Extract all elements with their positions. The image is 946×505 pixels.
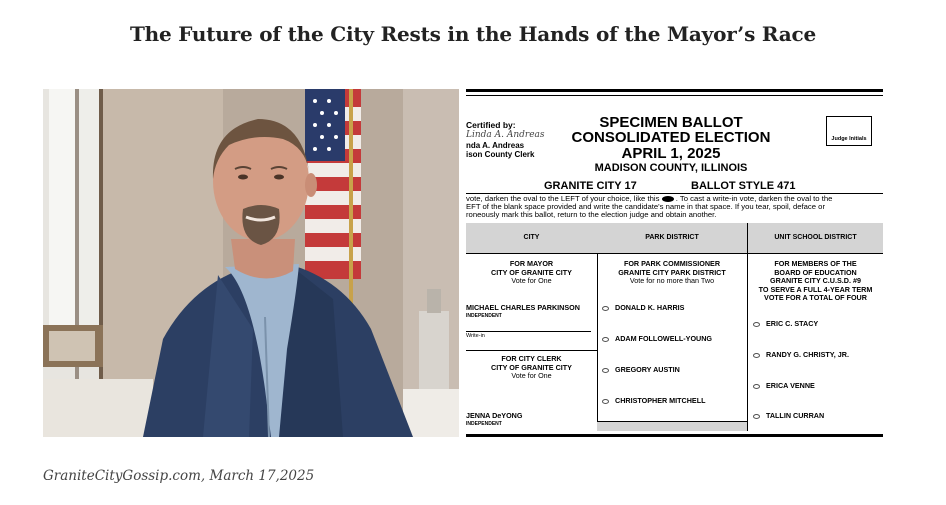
mayor-contest bbox=[466, 260, 597, 286]
park-column-header: PARK DISTRICT bbox=[597, 223, 747, 254]
vote-oval-icon bbox=[753, 353, 760, 358]
title-date: APRIL 1, 2025 bbox=[621, 145, 721, 162]
clerk-candidate-name: JENNA DeYONG bbox=[466, 411, 523, 420]
park-vote-for: Vote for no more than Two bbox=[629, 276, 715, 285]
ballot-top-rule bbox=[466, 89, 883, 92]
school-office-2: BOARD OF EDUCATION bbox=[774, 267, 857, 277]
park-office: FOR PARK COMMISSIONER bbox=[623, 259, 721, 268]
clerk-signature: Linda A. Andreas bbox=[466, 130, 545, 140]
school-office-5: VOTE FOR A TOTAL OF FOUR bbox=[764, 293, 867, 302]
instructions-a: vote, darken the oval to the LEFT of your choice, like this bbox=[466, 194, 660, 203]
park-contest bbox=[597, 260, 747, 286]
mayor-vote-for: Vote for One bbox=[511, 276, 552, 285]
mayor-jurisdiction: CITY OF GRANITE CITY bbox=[491, 267, 572, 277]
vote-oval-icon bbox=[602, 306, 609, 311]
vote-oval-icon bbox=[753, 322, 760, 327]
man-portrait-with-flag-icon bbox=[43, 89, 459, 437]
city-divider bbox=[466, 350, 597, 351]
instructions-b: . To cast a write-in vote, darken the oval to the bbox=[675, 194, 833, 203]
vote-oval-icon bbox=[602, 368, 609, 373]
ballot-title bbox=[536, 115, 806, 175]
park-candidate bbox=[602, 334, 712, 343]
certified-label: Certified by: bbox=[466, 120, 516, 130]
school-candidate bbox=[753, 319, 818, 328]
vote-oval-icon bbox=[602, 337, 609, 342]
city-column-header: CITY bbox=[466, 223, 597, 254]
mayor-candidate-name: MICHAEL CHARLES PARKINSON bbox=[466, 303, 580, 312]
clerk-office: FOR CITY CLERK bbox=[501, 354, 562, 363]
clerk-candidate-party: INDEPENDENT bbox=[466, 421, 502, 427]
ballot-bottom-rule bbox=[466, 434, 883, 437]
ballot-top-rule-thin bbox=[466, 95, 883, 96]
school-district-column bbox=[748, 223, 883, 431]
photo-caption: GraniteCityGossip.com, March 17,2025 bbox=[43, 468, 315, 484]
school-candidate-name: ERICA VENNE bbox=[766, 381, 815, 390]
park-column-footer bbox=[597, 421, 747, 431]
park-candidate bbox=[602, 396, 706, 405]
vote-oval-icon bbox=[602, 399, 609, 404]
clerk-contest bbox=[466, 355, 597, 381]
park-candidate-name: GREGORY AUSTIN bbox=[615, 365, 680, 374]
city-column bbox=[466, 223, 598, 431]
title-specimen: SPECIMEN BALLOT bbox=[599, 114, 743, 131]
school-office-1: FOR MEMBERS OF THE bbox=[774, 259, 857, 268]
title-election: CONSOLIDATED ELECTION bbox=[571, 129, 771, 146]
school-office-3: GRANITE CITY C.U.S.D. #9 bbox=[770, 276, 861, 285]
ballot-instructions bbox=[466, 195, 878, 219]
school-candidate-name: ERIC C. STACY bbox=[766, 319, 819, 328]
mayor-office: FOR MAYOR bbox=[509, 259, 554, 268]
school-column-header: UNIT SCHOOL DISTRICT bbox=[748, 223, 883, 254]
school-candidate-name: RANDY G. CHRISTY, JR. bbox=[766, 350, 849, 359]
school-office-4: TO SERVE A FULL 4-YEAR TERM bbox=[758, 284, 873, 294]
certification-block bbox=[466, 121, 545, 159]
write-in-line bbox=[466, 331, 591, 332]
park-candidate-name: DONALD K. HARRIS bbox=[615, 303, 685, 312]
park-candidate bbox=[602, 303, 684, 312]
mayor-candidate bbox=[466, 303, 580, 319]
specimen-ballot bbox=[466, 89, 883, 437]
park-candidate-name: ADAM FOLLOWELL-YOUNG bbox=[615, 334, 713, 343]
certifier-title: ison County Clerk bbox=[466, 150, 535, 159]
clerk-candidate bbox=[466, 411, 522, 427]
precinct-label: GRANITE CITY 17 bbox=[544, 180, 637, 192]
park-district-column bbox=[597, 223, 748, 431]
park-jurisdiction: GRANITE CITY PARK DISTRICT bbox=[618, 267, 726, 277]
school-candidate bbox=[753, 350, 849, 359]
park-candidate-name: CHRISTOPHER MITCHELL bbox=[615, 396, 706, 405]
write-in-label: Write-in bbox=[466, 333, 485, 339]
candidate-photo bbox=[43, 89, 459, 437]
park-candidate bbox=[602, 365, 680, 374]
school-candidate bbox=[753, 411, 824, 420]
clerk-jurisdiction: CITY OF GRANITE CITY bbox=[491, 362, 572, 372]
clerk-vote-for: Vote for One bbox=[511, 371, 552, 380]
article-headline: The Future of the City Rests in the Hands of the Mayor’s Race bbox=[129, 22, 817, 46]
school-candidate bbox=[753, 381, 815, 390]
school-contest bbox=[748, 260, 883, 303]
mayor-candidate-party: INDEPENDENT bbox=[466, 313, 502, 319]
judge-initials-box: Judge Initials bbox=[826, 116, 872, 146]
instructions-d: roneously mark this ballot, return to the election judge and obtain another. bbox=[466, 210, 717, 219]
school-candidate-name: TALLIN CURRAN bbox=[766, 411, 825, 420]
ballot-style-label: BALLOT STYLE 471 bbox=[691, 180, 796, 192]
instructions-c: EFT of the blank space provided and write the candidate's name in that space. If you tear, spoil, deface or bbox=[466, 202, 826, 211]
certifier-name: nda A. Andreas bbox=[466, 141, 525, 150]
vote-oval-icon bbox=[753, 384, 760, 389]
vote-oval-icon bbox=[753, 414, 760, 419]
title-county: MADISON COUNTY, ILLINOIS bbox=[594, 162, 748, 174]
